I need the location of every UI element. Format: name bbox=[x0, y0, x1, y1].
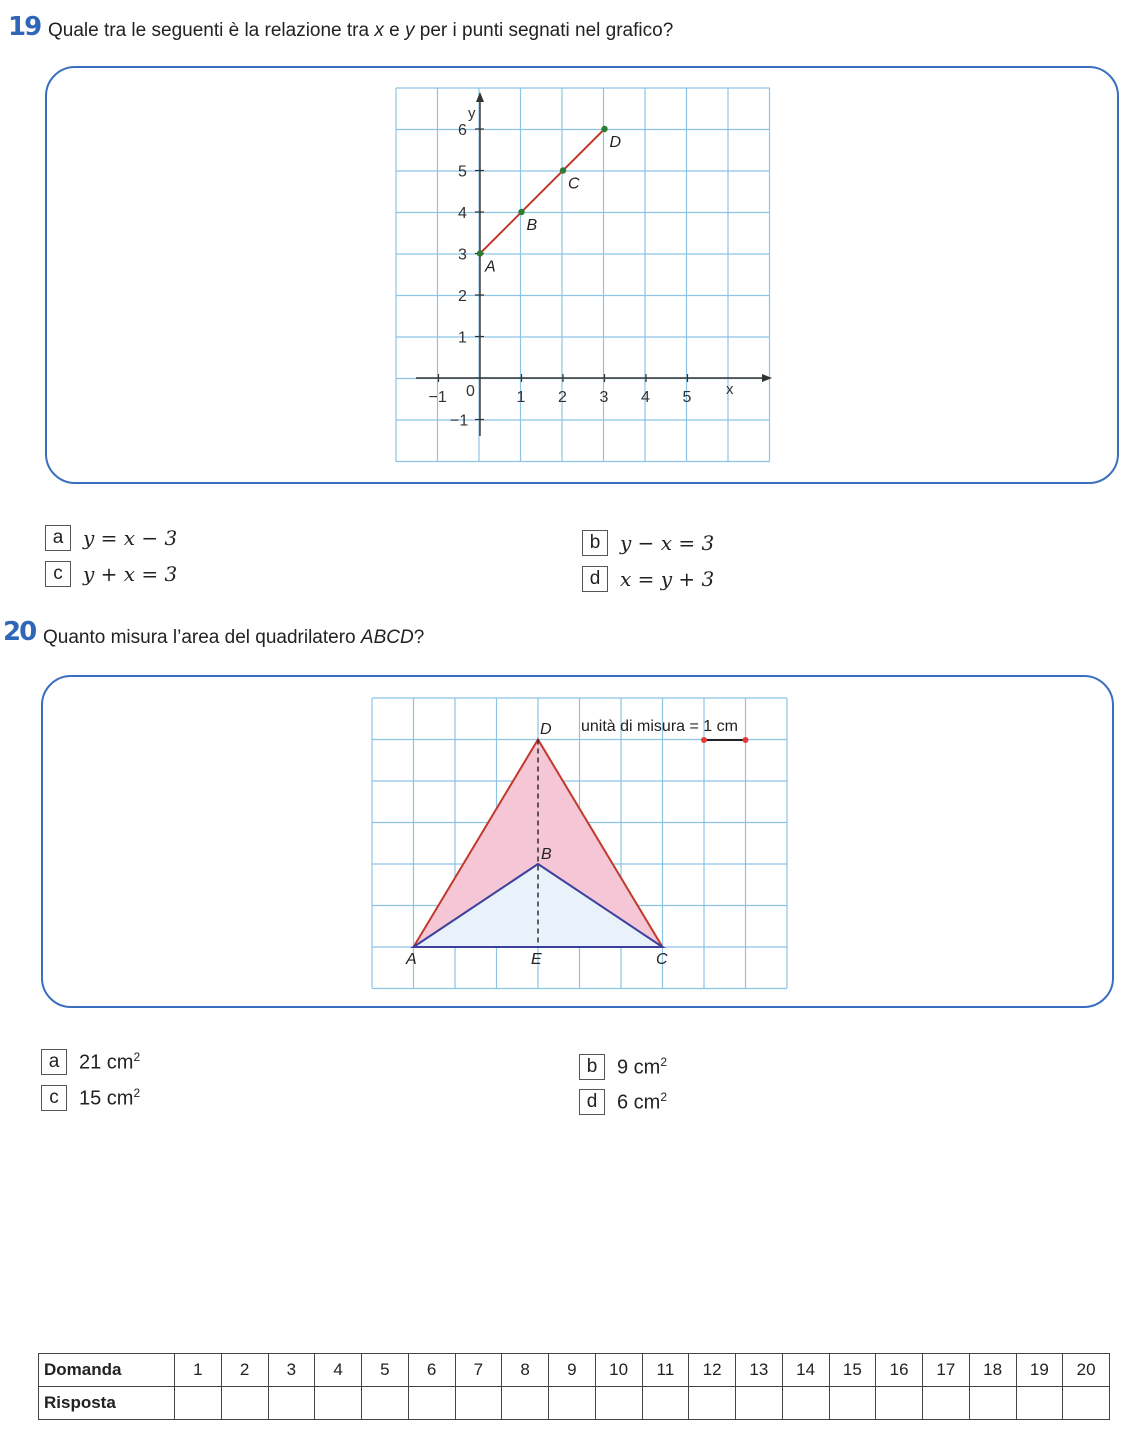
question-number-cell: 15 bbox=[829, 1354, 876, 1387]
origin-label: 0 bbox=[466, 383, 475, 400]
unit-dot bbox=[743, 737, 749, 743]
option-value bbox=[79, 1050, 140, 1075]
points bbox=[477, 126, 622, 276]
point-label-b: B bbox=[526, 217, 538, 234]
question-text-var: ABCD bbox=[360, 627, 414, 648]
answer-cell[interactable] bbox=[268, 1387, 315, 1420]
question-row bbox=[39, 1354, 1110, 1387]
question-number-cell: 19 bbox=[1016, 1354, 1063, 1387]
question-number: 20 bbox=[3, 617, 36, 647]
y-tick-label: 6 bbox=[458, 122, 467, 139]
question-number-cell: 1 bbox=[175, 1354, 222, 1387]
vertex-label-b: B bbox=[541, 846, 552, 863]
answer-cell[interactable] bbox=[736, 1387, 783, 1420]
answer-cell[interactable] bbox=[175, 1387, 222, 1420]
vertex-label-c: C bbox=[656, 951, 668, 968]
option-c[interactable] bbox=[45, 560, 177, 588]
x-tick-label: 5 bbox=[682, 389, 692, 406]
question-number-cell: 14 bbox=[782, 1354, 829, 1387]
grid bbox=[396, 88, 770, 462]
answer-cell[interactable] bbox=[362, 1387, 409, 1420]
option-value: y = x − 3 bbox=[83, 526, 178, 550]
answer-cell[interactable] bbox=[969, 1387, 1016, 1420]
row-label-domanda: Domanda bbox=[39, 1354, 175, 1387]
x-tick-label: 2 bbox=[558, 389, 567, 406]
option-value-text: 21 cm bbox=[79, 1051, 134, 1074]
y-axis-label: y bbox=[468, 105, 476, 122]
answer-cell[interactable] bbox=[408, 1387, 455, 1420]
y-tick-label: 2 bbox=[458, 288, 467, 305]
question-number-cell: 5 bbox=[362, 1354, 409, 1387]
option-d[interactable] bbox=[579, 1088, 667, 1116]
answer-cell[interactable] bbox=[455, 1387, 502, 1420]
vertex-label-d: D bbox=[540, 721, 552, 738]
question-number-cell: 2 bbox=[221, 1354, 268, 1387]
option-value bbox=[617, 1090, 667, 1115]
option-value: y + x = 3 bbox=[83, 562, 178, 586]
y-tick-label: 1 bbox=[458, 329, 467, 347]
question-number-cell: 6 bbox=[408, 1354, 455, 1387]
question-text-part: per i punti segnati nel grafico? bbox=[414, 20, 674, 41]
option-letter: b bbox=[579, 1054, 605, 1080]
question-text-part: e bbox=[383, 20, 405, 41]
answer-cell[interactable] bbox=[1016, 1387, 1063, 1420]
question-number-cell: 11 bbox=[642, 1354, 689, 1387]
relation-segment bbox=[480, 129, 605, 254]
answer-cell[interactable] bbox=[1063, 1387, 1110, 1420]
question-number-cell: 9 bbox=[549, 1354, 596, 1387]
option-a[interactable] bbox=[41, 1048, 140, 1076]
point-label-a: A bbox=[485, 258, 496, 276]
question-text-part: ? bbox=[413, 627, 425, 648]
point-d bbox=[601, 126, 607, 132]
option-value-text: 6 cm bbox=[617, 1091, 661, 1114]
question-number: 19 bbox=[8, 12, 41, 42]
answer-cell[interactable] bbox=[923, 1387, 970, 1420]
option-letter: a bbox=[41, 1049, 67, 1075]
question-number-cell: 12 bbox=[689, 1354, 736, 1387]
option-value-exp: 2 bbox=[133, 1049, 141, 1064]
row-label-risposta: Risposta bbox=[39, 1387, 175, 1420]
option-value-exp: 2 bbox=[660, 1054, 668, 1069]
answer-table bbox=[38, 1353, 1110, 1420]
answer-cell[interactable] bbox=[642, 1387, 689, 1420]
question-number-cell: 16 bbox=[876, 1354, 923, 1387]
option-value bbox=[617, 1055, 667, 1080]
relation-line bbox=[480, 129, 605, 254]
y-axis-arrow bbox=[476, 92, 484, 102]
y-tick-label: 3 bbox=[458, 246, 467, 264]
vertex-label-e: E bbox=[531, 951, 542, 968]
question-text bbox=[43, 627, 424, 649]
question-number-cell: 13 bbox=[736, 1354, 783, 1387]
answer-cell[interactable] bbox=[876, 1387, 923, 1420]
question-number-cell: 10 bbox=[595, 1354, 642, 1387]
option-c[interactable] bbox=[41, 1084, 140, 1112]
x-tick-label: 1 bbox=[516, 389, 526, 406]
question-text-var: x bbox=[374, 20, 384, 41]
answer-cell[interactable] bbox=[315, 1387, 362, 1420]
quadrilateral-figure bbox=[370, 696, 790, 990]
coordinate-graph bbox=[394, 86, 776, 466]
option-a[interactable] bbox=[45, 524, 177, 552]
option-b[interactable] bbox=[579, 1053, 667, 1081]
point-c bbox=[560, 167, 566, 173]
option-b[interactable] bbox=[582, 529, 714, 557]
point-b bbox=[518, 209, 524, 215]
option-value-text: 9 cm bbox=[617, 1056, 661, 1079]
question-text-part: Quale tra le seguenti è la relazione tra bbox=[48, 20, 375, 41]
point-label-c: C bbox=[568, 175, 580, 193]
answer-cell[interactable] bbox=[502, 1387, 549, 1420]
answer-cell[interactable] bbox=[595, 1387, 642, 1420]
option-value: y − x = 3 bbox=[620, 531, 715, 555]
answer-cell[interactable] bbox=[549, 1387, 596, 1420]
question-text-var: y bbox=[404, 20, 415, 41]
question-number-cell: 3 bbox=[268, 1354, 315, 1387]
answer-cell[interactable] bbox=[221, 1387, 268, 1420]
answer-cell[interactable] bbox=[689, 1387, 736, 1420]
question-text bbox=[48, 20, 673, 42]
option-value-exp: 2 bbox=[133, 1085, 141, 1100]
option-letter: b bbox=[582, 530, 608, 556]
question-number-cell: 4 bbox=[315, 1354, 362, 1387]
x-axis-arrow bbox=[762, 374, 772, 382]
option-letter: d bbox=[579, 1089, 605, 1115]
question-number-cell: 20 bbox=[1063, 1354, 1110, 1387]
question-number-cell: 17 bbox=[923, 1354, 970, 1387]
vertex-label-a: A bbox=[406, 951, 417, 968]
option-letter: d bbox=[582, 566, 608, 592]
option-letter: c bbox=[45, 561, 71, 587]
point-label-d: D bbox=[609, 134, 622, 151]
y-tick-label: 5 bbox=[458, 163, 467, 181]
answer-row bbox=[39, 1387, 1110, 1420]
option-value bbox=[79, 1086, 140, 1111]
answer-cell[interactable] bbox=[829, 1387, 876, 1420]
answer-cell[interactable] bbox=[782, 1387, 829, 1420]
question-text-part: Quanto misura l’area del quadrilatero bbox=[43, 627, 361, 648]
option-letter: c bbox=[41, 1085, 67, 1111]
option-value: x = y + 3 bbox=[620, 567, 715, 591]
x-axis-label: x bbox=[726, 381, 734, 398]
option-value-exp: 2 bbox=[660, 1089, 668, 1104]
question-number-cell: 18 bbox=[969, 1354, 1016, 1387]
option-value-text: 15 cm bbox=[79, 1087, 134, 1110]
x-tick-label: 3 bbox=[599, 389, 609, 406]
option-letter: a bbox=[45, 525, 71, 551]
unit-dot bbox=[701, 737, 707, 743]
unit-label: unità di misura = 1 cm bbox=[581, 718, 738, 735]
x-tick-label: 4 bbox=[641, 389, 650, 406]
point-a bbox=[477, 250, 483, 256]
option-d[interactable] bbox=[582, 565, 714, 593]
tick-labels bbox=[429, 105, 735, 430]
question-number-cell: 8 bbox=[502, 1354, 549, 1387]
y-tick-label: 4 bbox=[458, 205, 467, 222]
y-tick-label: −1 bbox=[450, 412, 469, 430]
x-tick-label: −1 bbox=[428, 389, 447, 406]
question-number-cell: 7 bbox=[455, 1354, 502, 1387]
